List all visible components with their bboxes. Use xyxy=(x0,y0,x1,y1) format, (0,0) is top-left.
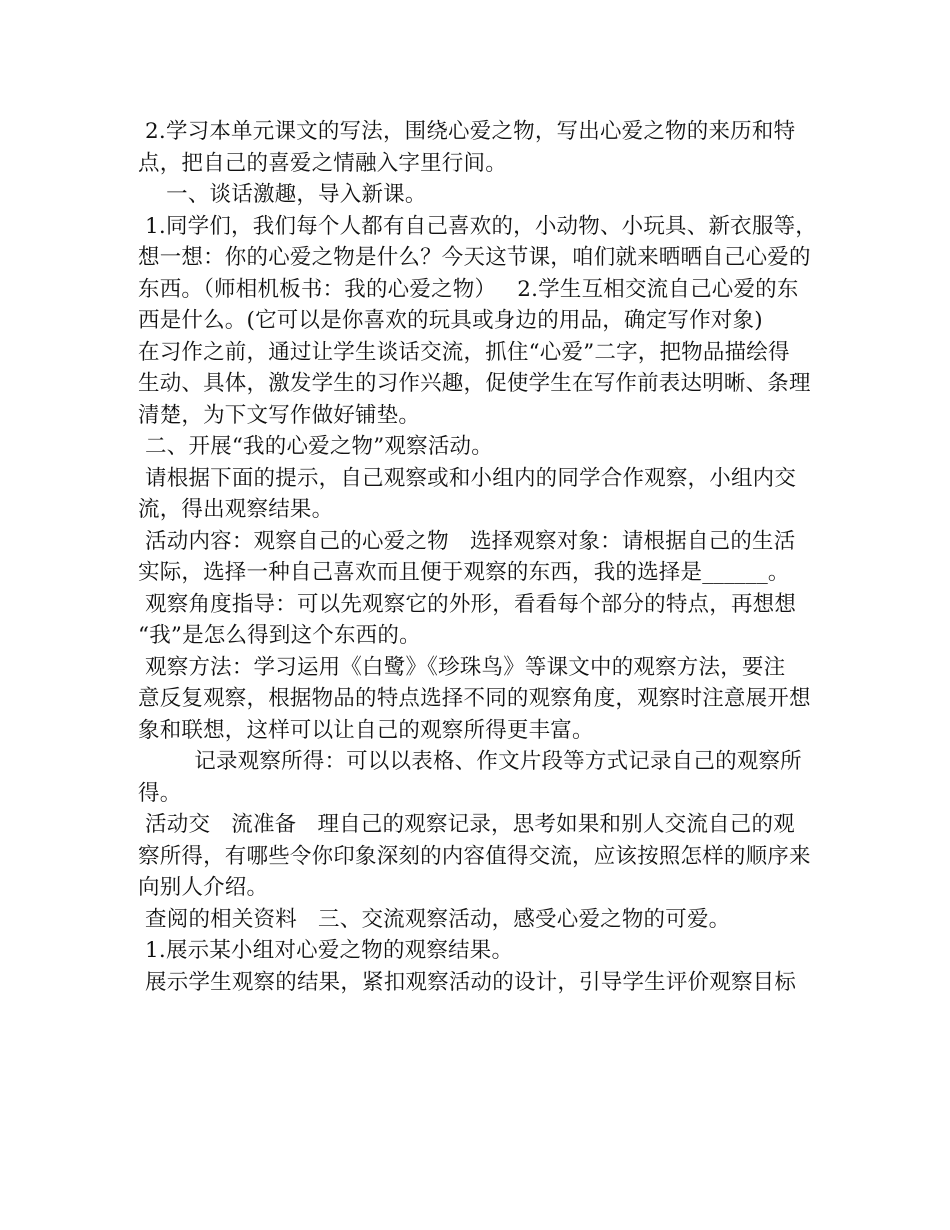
text-line: 象和联想，这样可以让自己的观察所得更丰富。 xyxy=(138,717,594,743)
text-line: 实际，选择一种自己喜欢而且便于观察的东西，我的选择是______。 xyxy=(138,560,790,585)
text-line: “我”是怎么得到这个东西的。 xyxy=(138,623,421,648)
text-line: 流，得出观察结果。 xyxy=(138,497,334,522)
text-line: 想一想：你的心爱之物是什么？今天这节课，咱们就来晒晒自己心爱的 xyxy=(138,245,811,270)
text-line: 展示学生观察的结果，紧扣观察活动的设计，引导学生评价观察目标 xyxy=(138,969,797,995)
text-line: 在习作之前，通过让学生谈话交流，抓住“心爱”二字，把物品描绘得 xyxy=(138,339,790,365)
text-line: 1.展示某小组对心爱之物的观察结果。 xyxy=(138,938,514,963)
text-line: 东西。（师相机板书：我的心爱之物） 2.学生互相交流自己心爱的东 xyxy=(138,276,799,302)
text-line: 生动、具体，激发学生的习作兴趣，促使学生在写作前表达明晰、条理 xyxy=(138,371,811,396)
text-line: 清楚，为下文写作做好铺垫。 xyxy=(138,402,421,428)
text-line: 1.同学们，我们每个人都有自己喜欢的，小动物、小玩具、新衣服等， xyxy=(138,213,817,239)
section-heading: 查阅的相关资料 三、交流观察活动，感受心爱之物的可爱。 xyxy=(138,906,731,932)
text-line: 观察方法：学习运用《白鹭》《珍珠鸟》等课文中的观察方法，要注 xyxy=(138,654,786,680)
section-heading: 二、开展“我的心爱之物”观察活动。 xyxy=(138,434,493,459)
text-line: 意反复观察，根据物品的特点选择不同的观察角度，观察时注意展开想 xyxy=(138,686,811,711)
text-line: 观察角度指导：可以先观察它的外形，看看每个部分的特点，再想想 xyxy=(138,591,797,617)
text-line: 2.学习本单元课文的写法，围绕心爱之物，写出心爱之物的来历和特 xyxy=(138,119,796,144)
text-line: 得。 xyxy=(138,780,182,806)
text-line: 活动交 流准备 理自己的观察记录，思考如果和别人交流自己的观 xyxy=(138,812,795,837)
text-line: 点，把自己的喜爱之情融入字里行间。 xyxy=(138,150,507,176)
document-body xyxy=(138,116,828,998)
text-line: 察所得，有哪些令你印象深刻的内容值得交流，应该按照怎样的顺序来 xyxy=(138,843,811,869)
text-line: 西是什么。(它可以是你喜欢的玩具或身边的用品，确定写作对象) xyxy=(138,308,763,333)
text-line: 向别人介绍。 xyxy=(138,875,269,900)
text-line: 活动内容：观察自己的心爱之物 选择观察对象：请根据自己的生活 xyxy=(138,528,796,554)
text-line: 记录观察所得：可以以表格、作文片段等方式记录自己的观察所 xyxy=(138,749,802,774)
section-heading: 一、谈话激趣，导入新课。 xyxy=(138,182,427,207)
text-line: 请根据下面的提示，自己观察或和小组内的同学合作观察，小组内交 xyxy=(138,465,797,491)
